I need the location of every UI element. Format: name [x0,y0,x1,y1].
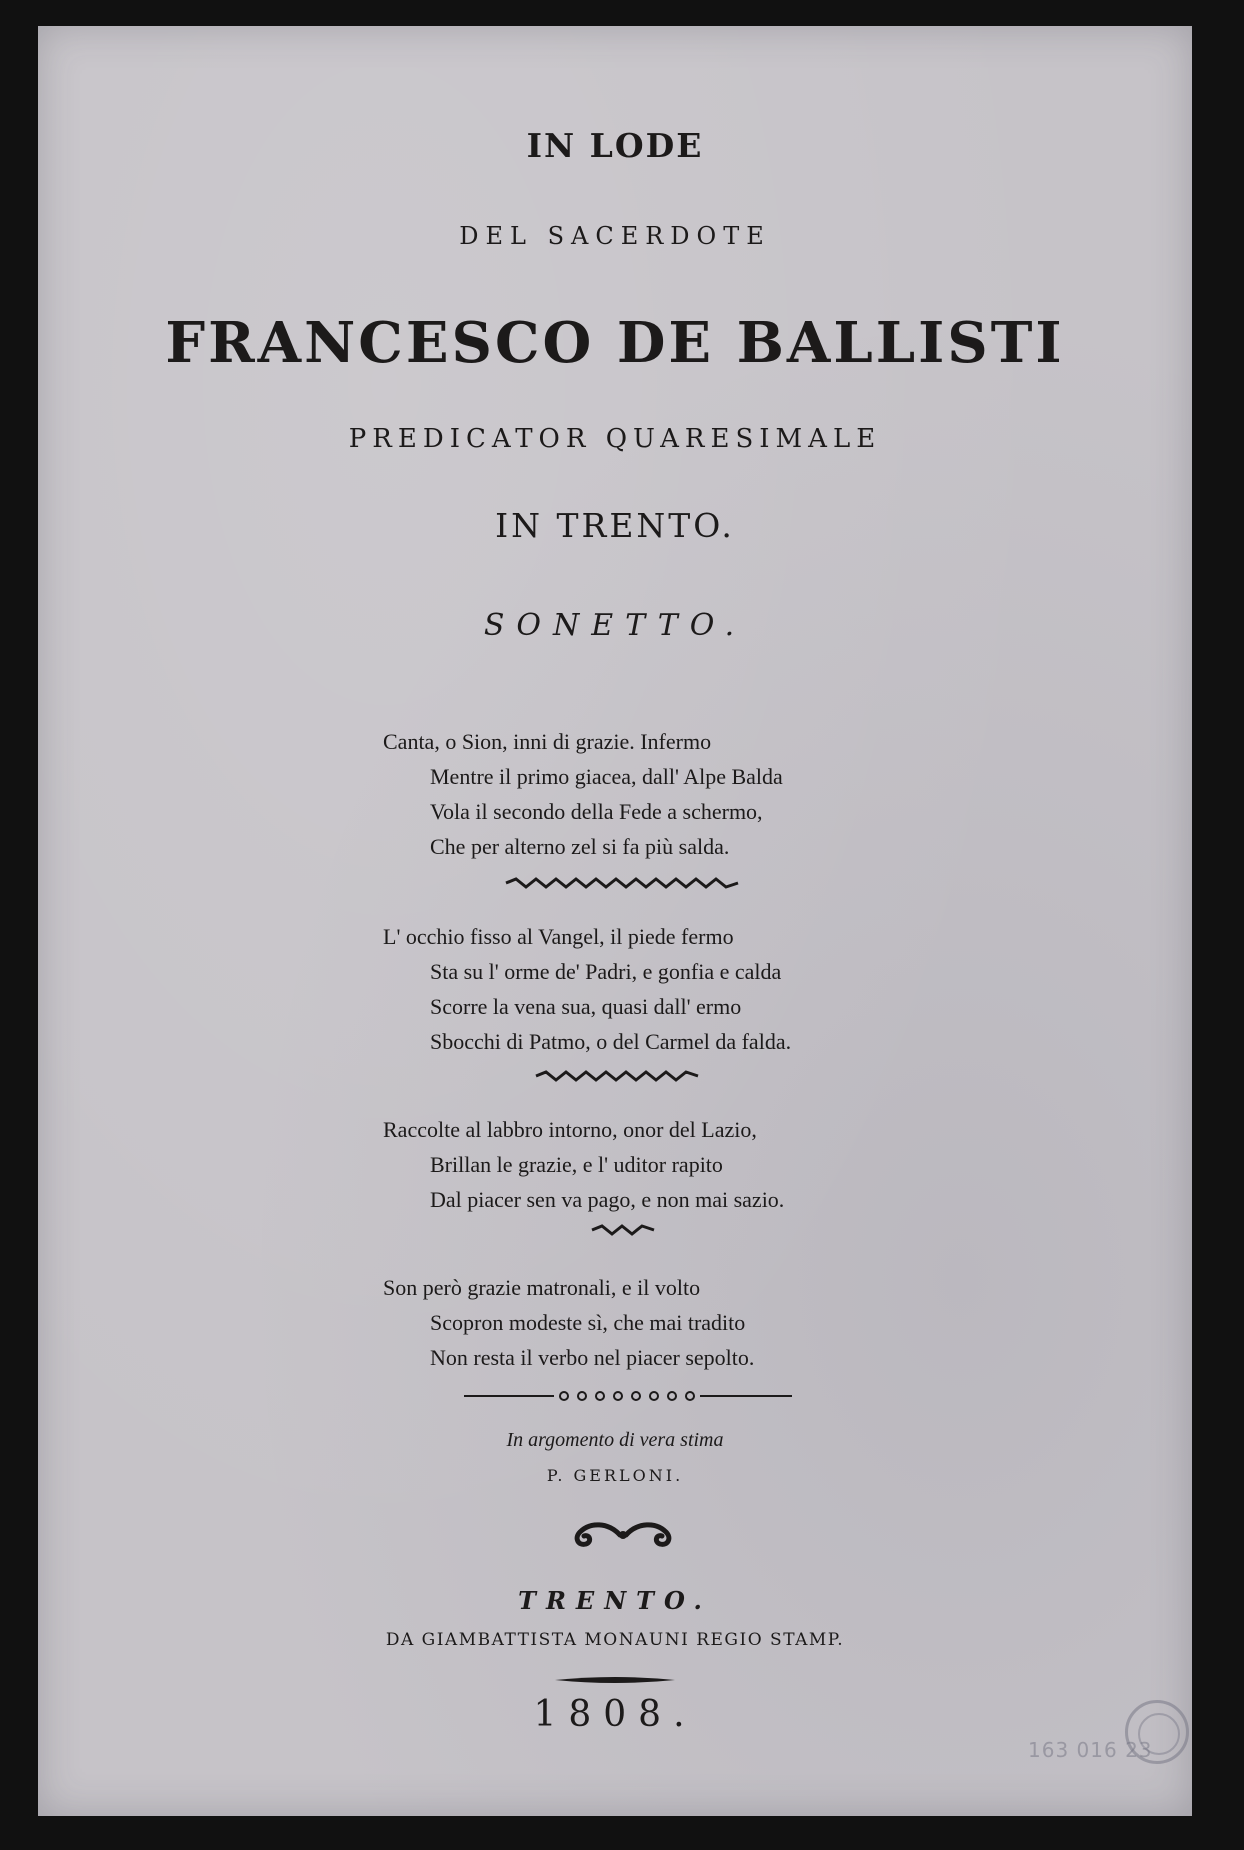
document-page [38,26,1192,1816]
subject-place: IN TRENTO. [495,506,735,545]
poem-stanza-2 [383,919,943,1059]
title-line-in-lode: IN LODE [526,126,704,165]
ornament-divider-2 [532,1069,702,1083]
fleuron-ornament [568,1518,678,1552]
poem-line: Son però grazie matronali, e il volto [383,1275,701,1300]
poem-line: Brillan le grazie, e l' uditor rapito [430,1152,723,1177]
imprint-city: TRENTO. [518,1586,712,1615]
ornament-divider-1 [502,876,742,890]
poem-stanza-1 [383,724,943,864]
title-line-del-sacerdote: DEL SACERDOTE [459,222,771,250]
poem-stanza-3 [383,1112,943,1217]
subject-name: FRANCESCO DE BALLISTI [165,310,1065,376]
poem-line: Vola il secondo della Fede a schermo, [430,799,763,824]
poem-genre: SONETTO. [483,608,747,643]
poem-line: L' occhio fisso al Vangel, il piede fermo [383,924,734,949]
dedication: In argomento di vera stima [506,1429,724,1451]
imprint-printer: DA GIAMBATTISTA MONAUNI REGIO STAMP. [385,1630,845,1650]
ornament-rule [464,1389,792,1403]
poem-line: Scorre la vena sua, quasi dall' ermo [430,994,742,1019]
author-signature: P. GERLONI. [546,1466,684,1485]
poem-line: Raccolte al labbro intorno, onor del Lazio, [383,1117,757,1142]
poem-line: Che per alterno zel si fa più salda. [430,834,730,859]
poem-line: Canta, o Sion, inni di grazie. Infermo [383,729,712,754]
library-reference: 163 016 23 [1028,1738,1153,1762]
imprint-rule [555,1676,675,1684]
subject-role: PREDICATOR QUARESIMALE [348,424,882,454]
poem-line: Sta su l' orme de' Padri, e gonfia e calda [430,959,782,984]
poem-line: Dal piacer sen va pago, e non mai sazio. [430,1187,785,1212]
poem-stanza-4 [383,1270,943,1375]
library-stamp-icon [1125,1700,1189,1764]
poem-line: Sbocchi di Patmo, o del Carmel da falda. [430,1029,792,1054]
poem-line: Non resta il verbo nel piacer sepolto. [430,1345,755,1370]
imprint-year: 1808. [533,1694,697,1735]
poem-line: Scopron modeste sì, che mai tradito [430,1310,746,1335]
ornament-divider-3 [588,1223,658,1237]
poem-line: Mentre il primo giacea, dall' Alpe Balda [430,764,783,789]
